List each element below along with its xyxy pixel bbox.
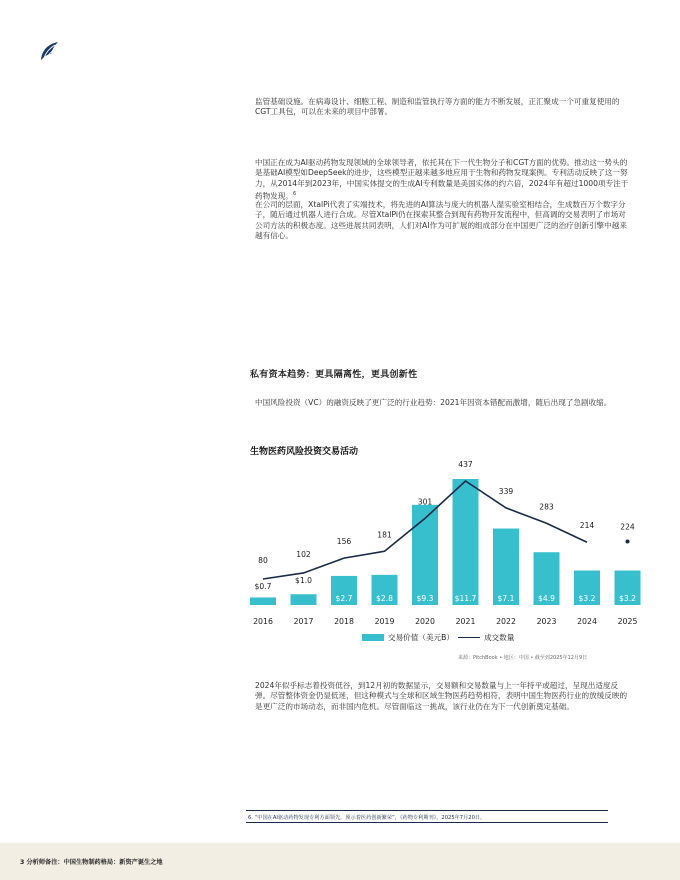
line-value-label: 437	[458, 460, 473, 469]
bar-value-label: $2.7	[335, 594, 353, 603]
bar-value-label: $0.7	[254, 582, 272, 591]
bar-value-label: $9.3	[416, 594, 434, 603]
x-tick-label: 2019	[374, 617, 395, 626]
footnote-ref: 6	[292, 191, 297, 198]
chart-source: 来源：PitchBook • 地区：中国 • 截至到2025年12月9日	[458, 655, 588, 661]
bar-value-label: $1.0	[295, 575, 312, 585]
x-tick-label: 2016	[253, 617, 273, 626]
paragraph-xtalpi: 在公司的层面，XtalPi代表了实端技术，将先进的AI算法与庞大的机器人湿实验室相结合，生成数百万个数字分子，随后通过机器人进行合成。尽管XtalPi仍在探索其整合到现有药物开发流程中，但高调的交易表明了市场对公司方法的积极态度。这些进展共同表明，人们对AI作为可扩展的组成部分在中国更广泛的治疗创新引擎中越来越有信心。	[255, 200, 627, 241]
line-value-label: 102	[296, 549, 311, 559]
legend-line-swatch	[458, 637, 480, 638]
chart-bar	[412, 505, 438, 605]
footnote-divider-bottom	[246, 822, 608, 823]
line-value-label: 224	[620, 522, 635, 532]
chart-line-point	[626, 539, 630, 543]
vc-deal-chart	[245, 458, 645, 630]
x-tick-label: 2025	[617, 617, 638, 626]
x-tick-label: 2021	[455, 617, 476, 626]
line-value-label: 301	[417, 497, 433, 507]
x-tick-label: 2017	[293, 617, 314, 626]
footnote-divider	[246, 810, 608, 811]
footer-text: 3 分析师备注：中国生物制药格局：新资产诞生之地	[20, 859, 163, 866]
line-value-label: 181	[377, 530, 392, 540]
chart-bar	[291, 594, 317, 605]
line-value-label: 214	[579, 521, 595, 531]
legend-bar-label: 交易价值（美元B）	[388, 633, 454, 642]
paragraph-ai-drug-discovery	[255, 158, 633, 202]
bar-value-label: $2.8	[376, 594, 393, 603]
chart-title: 生物医药风险投资交易活动	[250, 447, 359, 457]
legend-bar-swatch	[362, 634, 384, 641]
bar-value-label: $7.1	[497, 594, 515, 603]
chart-legend	[362, 632, 514, 643]
x-tick-label: 2018	[334, 617, 354, 626]
line-value-label: 156	[336, 537, 352, 547]
x-tick-label: 2020	[415, 617, 435, 626]
line-value-label: 80	[258, 556, 268, 565]
logo-icon	[38, 40, 60, 62]
paragraph-2024-trough: 2024年似乎标志着投资低谷，到12月初的数据显示，交易额和交易数量与上一年持平或超过，呈现出适度反弹。尽管整体资金仍显低迷，但这种模式与全球和区域生物医药趋势相符，表明中国生物医药行业的放缓反映的是更广泛的市场动态，而非国内危机。尽管面临这一挑战，该行业仍在为下一代创新奠定基础。	[255, 681, 628, 711]
paragraph-vc-trend: 中国风险投资（VC）的融资反映了更广泛的行业趋势：2021年因资本错配而激增，随后出现了急剧收缩。	[255, 398, 612, 407]
footnote: 6. “中国在AI驱动药物发现专利方面领先，预示着医药创新繁荣”，《药物专利期刊》，2025年7月20日。	[248, 815, 486, 821]
chart-bar	[453, 479, 479, 605]
section-heading: 私有资本趋势：更具隔离性，更具创新性	[250, 370, 418, 380]
x-tick-label: 2024	[577, 617, 597, 626]
bar-value-label: $11.7	[454, 594, 477, 603]
legend-line-label: 成交数量	[483, 633, 515, 642]
x-tick-label: 2022	[496, 617, 516, 626]
chart-bar	[250, 597, 276, 605]
paragraph-cgt-toolkit: 监管基础设施。在病毒设计、细胞工程、制造和监管执行等方面的能力不断发展，正汇聚成一个可重复使用的CGT工具包，可以在未来的项目中部署。	[255, 97, 620, 117]
bar-value-label: $4.9	[538, 594, 555, 603]
paragraph-text: 中国正在成为AI驱动药物发现领域的全球领导者，依托其在下一代生物分子和CGT方面的优势。推动这一势头的是基础AI模型如DeepSeek的进步，这些模型正越来越多地应用于生物和药物发现案例。专利活动反映了这一努力，从2014年到2023年，中国实体提交的生成AI专利数量是美国实体的约六倍，2024年有超过1000项专注于药物发现。	[255, 158, 629, 201]
x-tick-label: 2023	[536, 617, 557, 626]
bar-value-label: $3.2	[578, 594, 596, 603]
line-value-label: 283	[539, 502, 554, 512]
line-value-label: 339	[498, 486, 514, 496]
bar-value-label: $3.2	[619, 594, 636, 603]
